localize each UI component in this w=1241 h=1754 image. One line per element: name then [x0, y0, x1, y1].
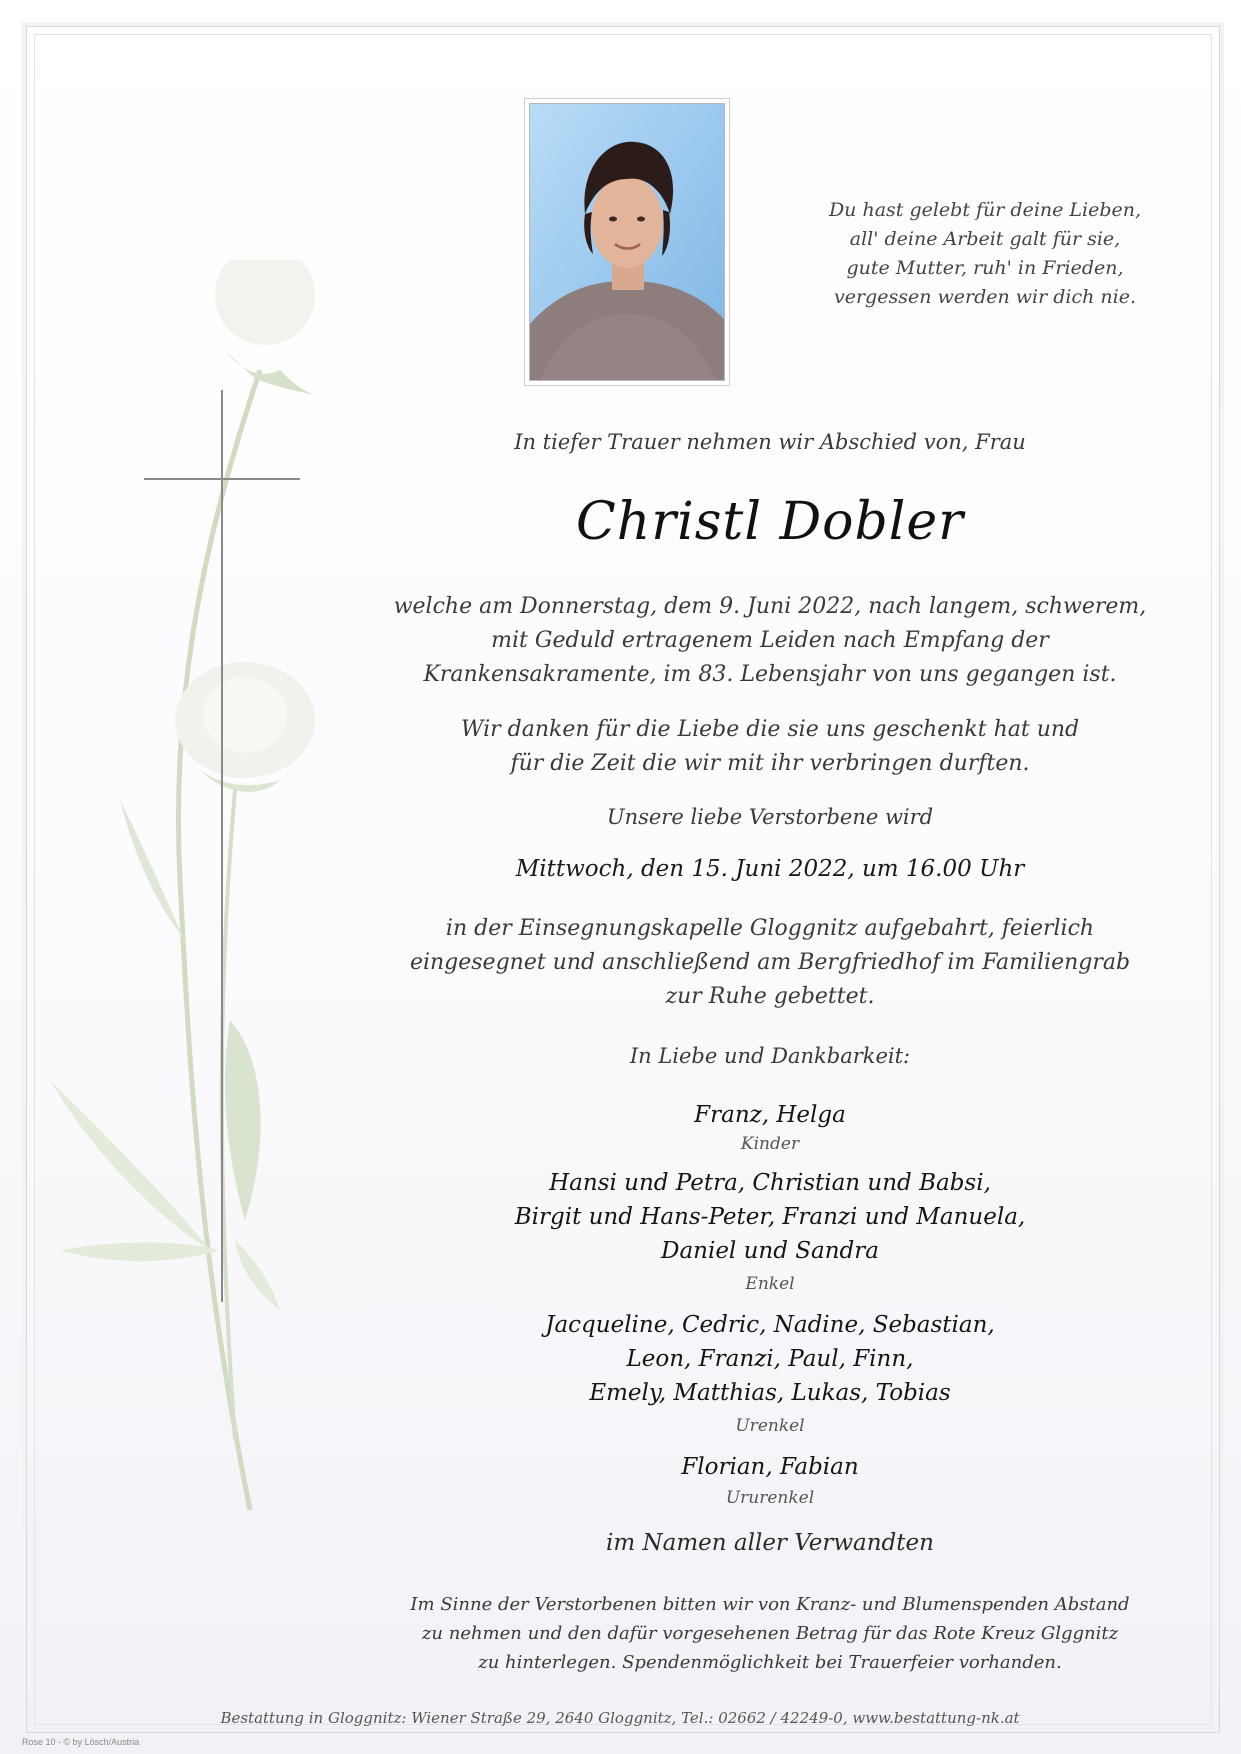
text-line: eingesegnet und anschließend am Bergfriedhof im Familiengrab [409, 950, 1131, 975]
death-announcement [390, 590, 1150, 692]
donation-note [390, 1590, 1150, 1677]
family-line: Emely, Matthias, Lukas, Tobias [589, 1380, 951, 1406]
deceased-name: Christl Dobler [575, 492, 965, 552]
poem-line: all' deine Arbeit galt für sie, [849, 228, 1121, 250]
rose-stem-icon [178, 370, 260, 1510]
family-line: Franz, Helga [694, 1102, 846, 1128]
funeral-home-footer: Bestattung in Gloggnitz: Wiener Straße 29, 2640 Gloggnitz, Tel.: 02662 / 42249-0, www.bestattung-nk.at [220, 1709, 1020, 1727]
children-label: Kinder [740, 1134, 800, 1154]
grandchildren-names [390, 1166, 1150, 1268]
gratitude-text [390, 713, 1150, 781]
family-line: Birgit und Hans-Peter, Franzi und Manuela, [514, 1204, 1026, 1230]
poem-line: Du hast gelebt für deine Lieben, [828, 199, 1142, 221]
grandchildren-label: Enkel [745, 1274, 795, 1294]
on-behalf-line: im Namen aller Verwandten [606, 1530, 934, 1556]
ceremony-intro: Unsere liebe Verstorbene wird [606, 805, 934, 829]
text-line: zu nehmen und den dafür vorgesehenen Betrag für das Rote Kreuz Glggnitz [421, 1623, 1119, 1644]
copyright-note: Rose 10 - © by Lösch/Austria [22, 1737, 140, 1747]
deceased-portrait [529, 103, 725, 381]
leaf-icon [60, 1243, 220, 1262]
great-great-grandchildren-names [390, 1450, 1150, 1484]
thanks-heading: In Liebe und Dankbarkeit: [629, 1044, 911, 1068]
text-line: für die Zeit die wir mit ihr verbringen durften. [510, 751, 1030, 776]
children-names [390, 1098, 1150, 1132]
poem-line: vergessen werden wir dich nie. [834, 286, 1136, 308]
leaf-icon [120, 800, 185, 940]
family-line: Jacqueline, Cedric, Nadine, Sebastian, [545, 1312, 995, 1338]
great-grandchildren-label: Urenkel [735, 1416, 805, 1436]
text-line: welche am Donnerstag, dem 9. Juni 2022, nach langem, schwerem, [393, 594, 1147, 619]
text-line: in der Einsegnungskapelle Gloggnitz aufgebahrt, feierlich [445, 916, 1095, 941]
family-line: Hansi und Petra, Christian und Babsi, [549, 1170, 991, 1196]
leaf-icon [225, 1020, 261, 1220]
family-line: Florian, Fabian [681, 1454, 859, 1480]
ceremony-details [390, 912, 1150, 1014]
family-line: Leon, Franzi, Paul, Finn, [626, 1346, 914, 1372]
leaf-icon [50, 1080, 210, 1250]
family-line: Daniel und Sandra [661, 1238, 879, 1264]
rose-cross-decoration [50, 260, 380, 1560]
poem-line: gute Mutter, ruh' in Frieden, [846, 257, 1124, 279]
great-grandchildren-names [390, 1308, 1150, 1410]
leaf-icon [235, 1240, 280, 1310]
text-line: zur Ruhe gebettet. [665, 984, 875, 1009]
rose-bud-icon [215, 260, 315, 345]
text-line: Im Sinne der Verstorbenen bitten wir von Kranz- und Blumenspenden Abstand [410, 1594, 1130, 1615]
intro-line: In tiefer Trauer nehmen wir Abschied von, Frau [514, 430, 1026, 454]
text-line: mit Geduld ertragenem Leiden nach Empfang der [491, 628, 1049, 653]
text-line: Krankensakramente, im 83. Lebensjahr von uns gegangen ist. [423, 662, 1117, 687]
text-line: zu hinterlegen. Spendenmöglichkeit bei Trauerfeier vorhanden. [478, 1652, 1062, 1673]
memorial-poem [790, 196, 1180, 312]
ceremony-date: Mittwoch, den 15. Juni 2022, um 16.00 Uhr [515, 856, 1025, 882]
text-line: Wir danken für die Liebe die sie uns geschenkt hat und [460, 717, 1080, 742]
great-great-grandchildren-label: Ururenkel [725, 1488, 815, 1508]
